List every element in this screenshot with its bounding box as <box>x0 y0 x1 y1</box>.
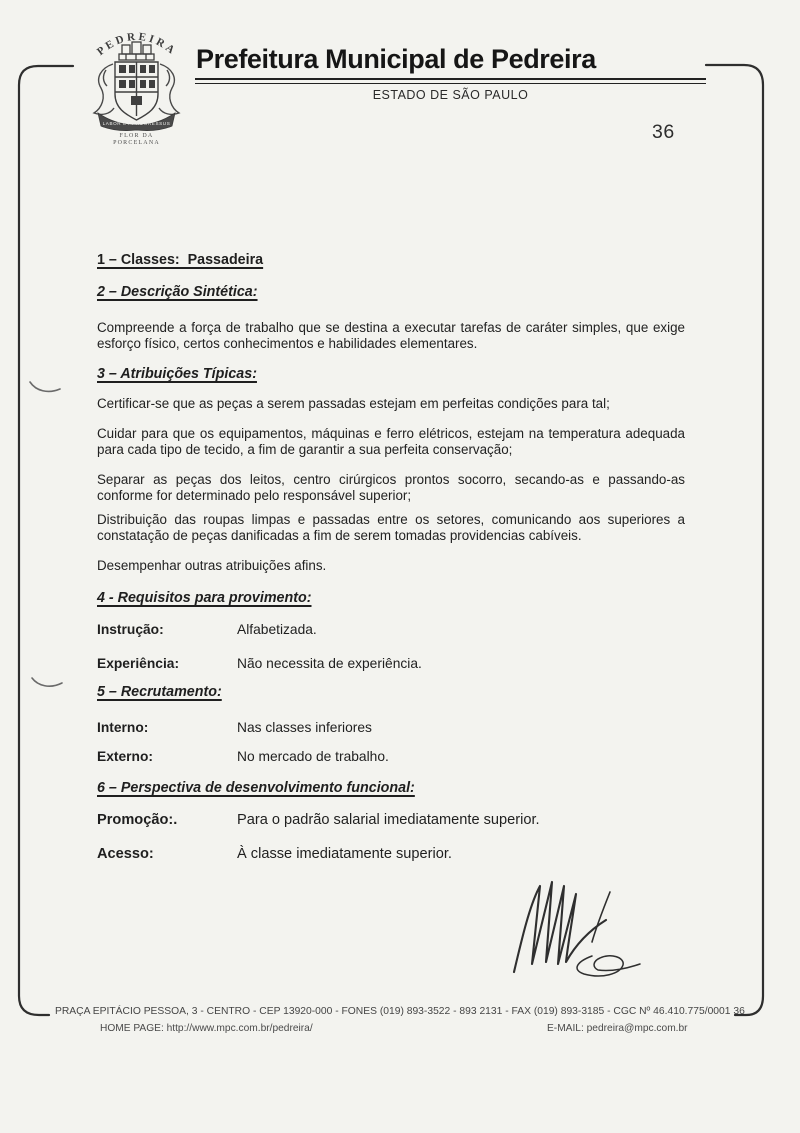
page-number: 36 <box>652 121 675 143</box>
row-value: Não necessita de experiência. <box>237 656 422 671</box>
row-value: No mercado de trabalho. <box>237 749 389 764</box>
footer-homepage-url: http://www.mpc.com.br/pedreira/ <box>166 1023 313 1034</box>
section-3-paragraph: Certificar-se que as peças a serem passadas estejam em perfeitas condições para tal; <box>97 396 610 411</box>
logo-motto-text: LABOR ET PROGRESSUS <box>102 121 171 126</box>
letterhead-subtitle: ESTADO DE SÃO PAULO <box>372 88 529 102</box>
section-3-heading: 3 – Atribuições Típicas: <box>97 366 257 382</box>
recruitment-row <box>97 720 685 735</box>
footer-homepage-label: HOME PAGE: <box>100 1023 167 1034</box>
recruitment-row <box>97 749 685 764</box>
row-label: Promoção:. <box>97 812 178 828</box>
title-double-rule <box>195 78 706 84</box>
row-value: Nas classes inferiores <box>237 720 372 735</box>
row-value: Para o padrão salarial imediatamente superior. <box>237 812 540 828</box>
margin-pen-mark <box>28 668 68 696</box>
section-5-heading: 5 – Recrutamento: <box>97 684 222 700</box>
logo-bottom-text-1: FLOR DA <box>119 133 154 139</box>
row-label: Instrução: <box>97 622 164 637</box>
footer-homepage <box>100 1023 313 1034</box>
requirement-row <box>97 656 685 671</box>
logo-arc-text: PEDREIRA <box>94 30 180 59</box>
section-3-paragraph: Distribuição das roupas limpas e passadas entre os setores, comunicando aos superiores a constatação de peças danificadas a fim de serem tomadas providencias cabíveis. <box>97 512 685 543</box>
row-label: Interno: <box>97 720 149 735</box>
row-label: Externo: <box>97 749 153 764</box>
crown-icon <box>119 42 154 60</box>
footer-address-line: PRAÇA EPITÁCIO PESSOA, 3 - CENTRO - CEP 13920-000 - FONES (019) 893-3522 - 893 2131 - FAX (019) 893-3185 - CGC Nº 46.410.775/0001 36 <box>55 1006 745 1017</box>
signature-scribble <box>492 872 652 982</box>
requirement-row <box>97 622 685 637</box>
logo-bottom-text-2: PORCELANA <box>113 140 160 144</box>
section-3-paragraph: Separar as peças dos leitos, centro cirúrgicos prontos socorro, secando-as e passando-as conforme for determinado pelo responsável superior; <box>97 472 685 503</box>
section-1-heading: 1 – Classes: Passadeira <box>97 252 264 268</box>
footer-email <box>547 1023 688 1034</box>
margin-pen-mark <box>26 372 66 400</box>
footer-email-address: pedreira@mpc.com.br <box>586 1023 688 1034</box>
section-3-paragraph: Cuidar para que os equipamentos, máquinas e ferro elétricos, estejam na temperatura adequada para cada tipo de tecido, a fim de garantir a sua perfeita conservação; <box>97 426 685 457</box>
development-row <box>97 812 685 828</box>
development-row <box>97 846 685 862</box>
section-2-heading: 2 – Descrição Sintética: <box>97 284 258 300</box>
row-label: Experiência: <box>97 656 180 671</box>
row-value: À classe imediatamente superior. <box>237 846 452 862</box>
section-6-heading: 6 – Perspectiva de desenvolvimento funcional: <box>97 780 415 796</box>
footer-contact-line <box>0 1023 800 1039</box>
footer-email-label: E-MAIL: <box>547 1023 587 1034</box>
section-2-paragraph: Compreende a força de trabalho que se destina a executar tarefas de caráter simples, que exige esforço físico, certos conhecimentos e habilidades elementares. <box>97 320 685 351</box>
row-label: Acesso: <box>97 846 154 862</box>
section-3-paragraph: Desempenhar outras atribuições afins. <box>97 558 327 573</box>
section-4-heading: 4 - Requisitos para provimento: <box>97 590 312 606</box>
letterhead-title: Prefeitura Municipal de Pedreira <box>196 44 596 74</box>
pedreira-coat-of-arms <box>76 18 198 144</box>
row-value: Alfabetizada. <box>237 622 317 637</box>
